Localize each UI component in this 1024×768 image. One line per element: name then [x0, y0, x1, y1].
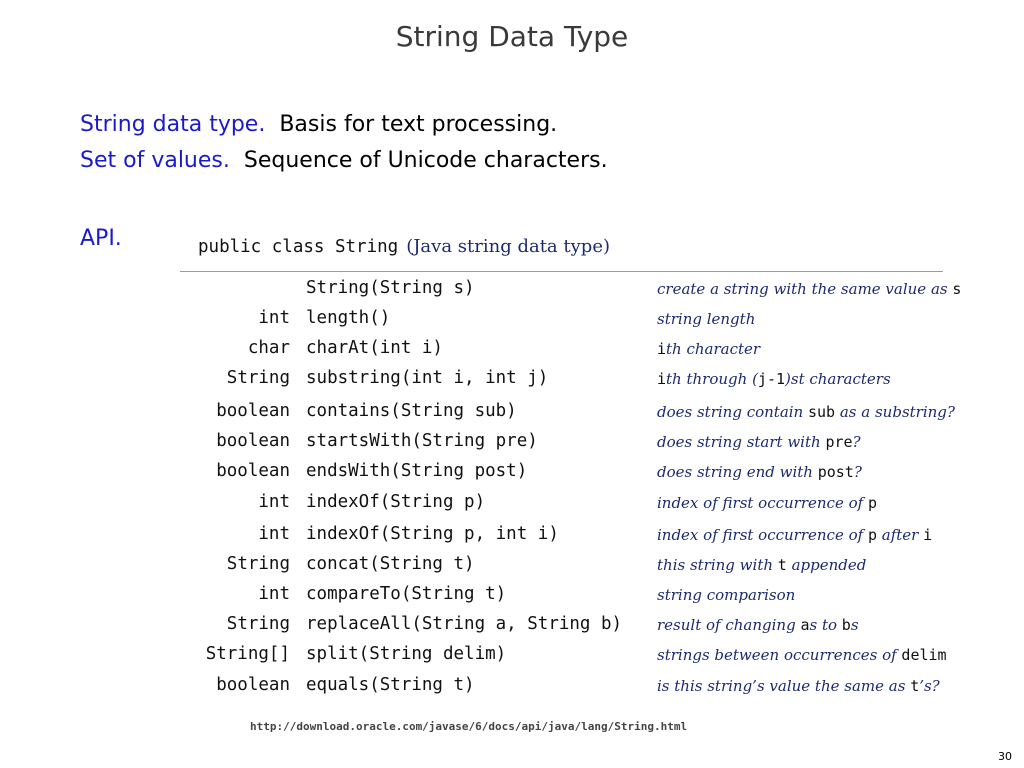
bullet-text: Basis for text processing. [279, 112, 558, 137]
description-code: t [910, 677, 920, 695]
method-return-type: int [258, 308, 290, 328]
description-code: i [657, 370, 667, 388]
description-text: string length [657, 310, 756, 328]
api-header-rule [180, 271, 943, 272]
method-signature: startsWith(String pre) [306, 431, 538, 451]
description-code: i [657, 340, 667, 358]
description-text: th through ( [666, 370, 758, 388]
description-text: appended [786, 556, 867, 574]
description-text: this string with [657, 556, 778, 574]
method-signature: split(String delim) [306, 644, 507, 664]
method-description [657, 556, 866, 574]
description-text: )st characters [785, 370, 891, 388]
bullet-lead: Set of values. [80, 148, 230, 173]
description-text: s [850, 616, 859, 634]
method-description [657, 616, 859, 634]
method-return-type: boolean [216, 675, 290, 695]
method-return-type: char [247, 338, 290, 358]
api-class-description: (Java string data type) [406, 236, 610, 257]
method-description [657, 433, 861, 451]
method-description [657, 494, 877, 512]
method-return-type: boolean [216, 431, 290, 451]
method-description [657, 310, 755, 328]
description-text: as a substring? [835, 403, 955, 421]
reference-url: http://download.oracle.com/javase/6/docs/api/java/lang/String.html [250, 720, 688, 733]
api-method-row [0, 492, 1024, 522]
method-signature: indexOf(String p) [306, 492, 486, 512]
method-return-type: String [226, 368, 290, 388]
method-return-type: boolean [216, 401, 290, 421]
api-method-row [0, 614, 1024, 644]
description-text: does string end with [657, 463, 818, 481]
api-method-row [0, 368, 1024, 398]
api-method-row [0, 584, 1024, 614]
api-method-row [0, 308, 1024, 338]
description-text: index of first occurrence of [657, 494, 868, 512]
description-text: after [876, 526, 924, 544]
method-description [657, 646, 947, 664]
page-number: 30 [998, 750, 1012, 763]
method-signature: endsWith(String post) [306, 461, 528, 481]
api-method-row [0, 524, 1024, 554]
description-code: i [923, 526, 933, 544]
api-method-row [0, 431, 1024, 461]
method-return-type: int [258, 492, 290, 512]
method-signature: length() [306, 308, 391, 328]
description-code: p [867, 526, 877, 544]
description-text: does string start with [657, 433, 826, 451]
api-method-row [0, 675, 1024, 705]
method-signature: compareTo(String t) [306, 584, 507, 604]
api-method-row [0, 338, 1024, 368]
description-code: j-1 [757, 370, 786, 388]
method-return-type: boolean [216, 461, 290, 481]
method-description [657, 340, 760, 358]
api-method-row [0, 278, 1024, 308]
method-return-type: String[] [205, 644, 290, 664]
method-signature: contains(String sub) [306, 401, 517, 421]
description-text: result of changing [657, 616, 801, 634]
api-method-row [0, 461, 1024, 491]
method-signature: charAt(int i) [306, 338, 443, 358]
description-code: s [952, 280, 962, 298]
api-class-declaration: public class String [198, 237, 399, 257]
bullet-lead: String data type. [80, 112, 266, 137]
description-code: post [817, 463, 854, 481]
description-text: strings between occurrences of [657, 646, 902, 664]
method-description [657, 403, 955, 421]
description-text: th character [666, 340, 761, 358]
description-code: b [841, 616, 851, 634]
method-signature: indexOf(String p, int i) [306, 524, 559, 544]
description-text: ? [852, 433, 861, 451]
method-return-type: String [226, 614, 290, 634]
method-return-type: int [258, 524, 290, 544]
slide-title: String Data Type [395, 20, 629, 53]
description-code: delim [901, 646, 947, 664]
description-text: ? [853, 463, 862, 481]
api-method-row [0, 401, 1024, 431]
description-code: sub [808, 403, 836, 421]
bullet-set-of-values [80, 148, 608, 173]
method-signature: String(String s) [306, 278, 475, 298]
description-code: t [777, 556, 787, 574]
description-text: is this string’s value the same as [657, 677, 911, 695]
method-signature: replaceAll(String a, String b) [306, 614, 623, 634]
bullet-string-data-type [80, 112, 557, 137]
description-text: create a string with the same value as [657, 280, 953, 298]
description-text: s to [809, 616, 842, 634]
description-text: index of first occurrence of [657, 526, 868, 544]
method-signature: substring(int i, int j) [306, 368, 549, 388]
method-description [657, 586, 795, 604]
description-code: a [800, 616, 810, 634]
api-method-row [0, 554, 1024, 584]
description-text: string comparison [657, 586, 796, 604]
method-description [657, 526, 932, 544]
description-text: does string contain [657, 403, 808, 421]
api-header [198, 236, 610, 257]
description-text: ’s? [919, 677, 940, 695]
bullet-text: Sequence of Unicode characters. [243, 148, 608, 173]
api-label: API. [80, 226, 122, 251]
method-description [657, 677, 940, 695]
method-return-type: int [258, 584, 290, 604]
api-method-row [0, 644, 1024, 674]
method-description [657, 280, 961, 298]
description-code: pre [825, 433, 853, 451]
description-code: p [867, 494, 877, 512]
method-description [657, 370, 891, 388]
method-signature: concat(String t) [306, 554, 475, 574]
method-return-type: String [226, 554, 290, 574]
method-description [657, 463, 862, 481]
method-signature: equals(String t) [306, 675, 475, 695]
